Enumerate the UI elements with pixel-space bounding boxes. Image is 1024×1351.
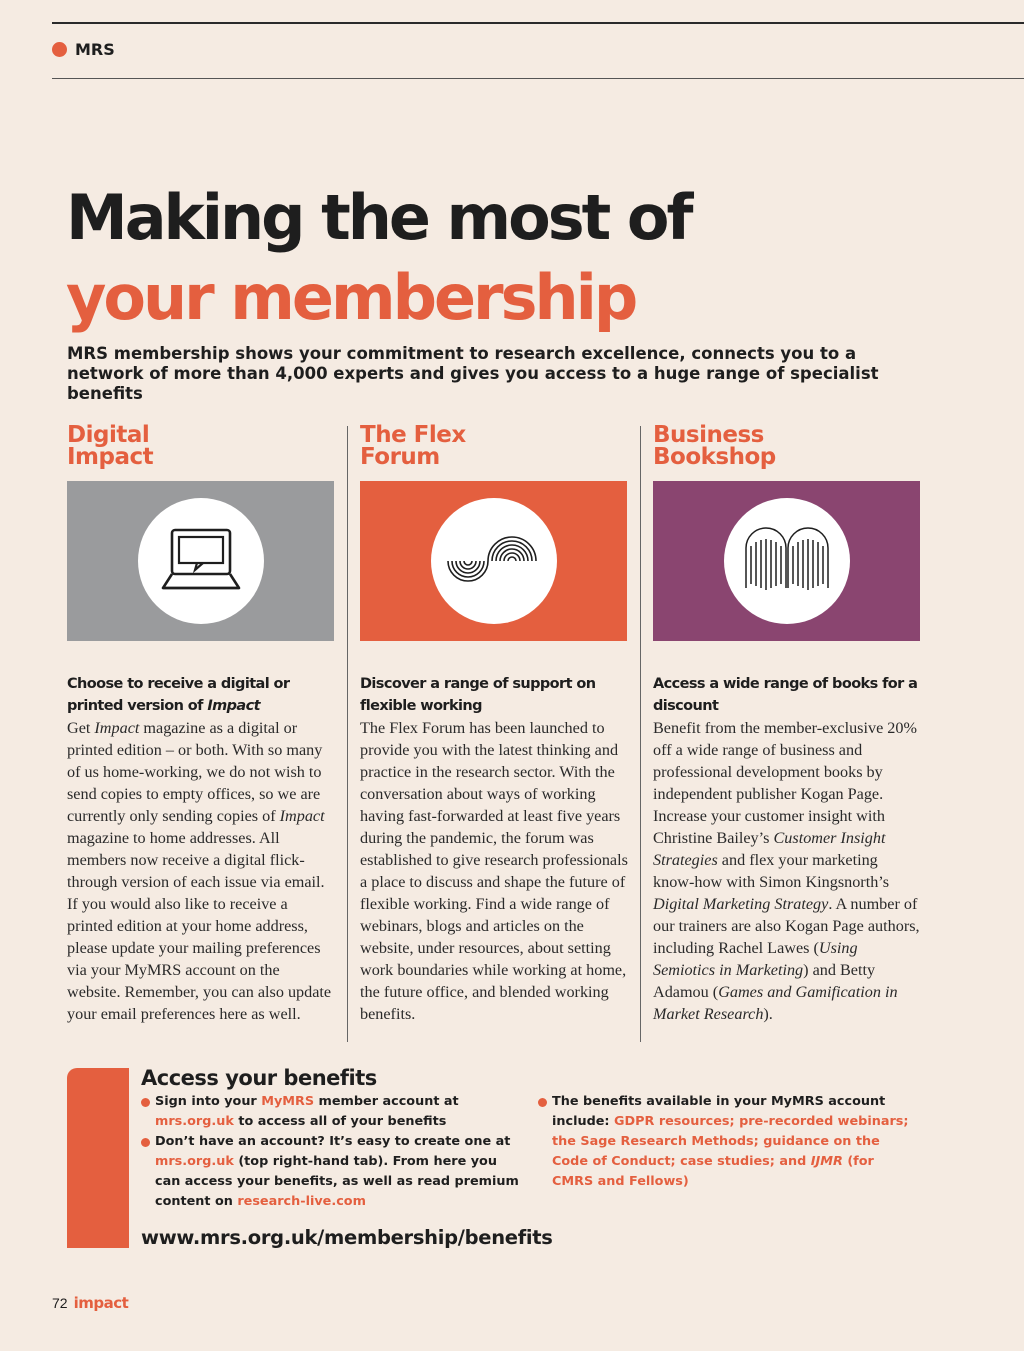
icon-circle (431, 498, 557, 624)
list-item (141, 1092, 521, 1132)
mrs-link[interactable]: mrs.org.uk (155, 1114, 234, 1129)
icon-circle (724, 498, 850, 624)
body-italic: Digital Marketing Strategy (653, 895, 829, 913)
body-italic: Games and Gamification in Market Research (653, 983, 898, 1023)
list-text: Don’t have an account? It’s easy to create one at (155, 1134, 511, 1149)
benefits-list-left (141, 1092, 521, 1212)
column-flex-forum (360, 424, 628, 1025)
title-line-1: Making the most of (66, 181, 691, 254)
benefits-details: (for CMRS and Fellows) (552, 1154, 874, 1189)
column-heading-line: Business (653, 422, 764, 448)
benefits-list-right (538, 1092, 918, 1192)
title-line-2: your membership (66, 261, 636, 334)
column-body (67, 717, 335, 1025)
laptop-chat-icon (160, 526, 242, 596)
icon-circle (138, 498, 264, 624)
list-text: member account at (314, 1094, 459, 1109)
benefits-accent-bar (67, 1068, 129, 1248)
image-panel (653, 481, 920, 641)
header-rule (52, 78, 1024, 79)
column-heading-line: The Flex (360, 422, 466, 448)
column-subheading (67, 673, 335, 717)
body-text: Get (67, 719, 95, 737)
body-text: magazine as a digital or printed edition – or both. With so many of us home-working, we do not wish to send copies to empty offices, so we are currently only sending copies of (67, 719, 323, 825)
subheading-text: Choose to receive a digital or printed version of (67, 676, 290, 714)
body-text: and flex your marketing know-how with Simon Kingsnorth’s (653, 851, 890, 891)
body-italic: Using Semiotics in Marketing (653, 939, 858, 979)
section-tag (52, 40, 115, 59)
list-text: The benefits available in your MyMRS account include: (552, 1094, 886, 1129)
body-italic: Customer Insight Strategies (653, 829, 886, 869)
section-label: MRS (75, 40, 115, 59)
subheading-italic: Impact (207, 698, 260, 714)
column-divider (347, 426, 348, 1042)
body-italic: Impact (94, 719, 140, 737)
body-text: The Flex Forum has been launched to provide you with the latest thinking and practice in the research sector. With the conversation about ways of working having fast-forwarded at least five years during the pandemic, the forum was established to give research professionals a place to discuss and shape the future of flexible working. Find a wide range of webinars, blogs and articles on the website, under resources, about setting work boundaries while working at home, the future office, and blended working benefits. (360, 719, 628, 1023)
column-subheading (653, 673, 921, 717)
benefits-url[interactable]: www.mrs.org.uk/membership/benefits (141, 1226, 553, 1249)
image-panel (67, 481, 334, 641)
column-heading-line: Impact (67, 444, 154, 470)
column-heading-line: Forum (360, 444, 440, 470)
list-item (538, 1092, 918, 1192)
section-dot-icon (52, 42, 67, 57)
magazine-name: impact (73, 1294, 129, 1312)
column-heading (653, 424, 921, 481)
list-text: to access all of your benefits (233, 1114, 447, 1129)
ijmr-text: IJMR (810, 1154, 843, 1169)
top-rule (52, 22, 1024, 24)
intro-text: MRS membership shows your commitment to research excellence, connects you to a network of more than 4,000 experts and gives you access to a huge range of specialist benefits (67, 344, 879, 403)
body-text: ). (763, 1005, 773, 1023)
list-text: Sign into your (155, 1094, 262, 1109)
benefits-title: Access your benefits (141, 1066, 377, 1090)
research-live-link[interactable]: research-live.com (237, 1194, 366, 1209)
column-heading-line: Bookshop (653, 444, 776, 470)
mrs-link[interactable]: mrs.org.uk (155, 1154, 234, 1169)
image-panel (360, 481, 627, 641)
body-text: . A number of our trainers are also Kogan Page authors, including Rachel Lawes ( (653, 895, 920, 957)
body-italic: Impact (279, 807, 325, 825)
page-title (66, 178, 690, 338)
column-subheading (360, 673, 628, 717)
column-heading (67, 424, 335, 481)
column-digital-impact (67, 424, 335, 1025)
body-text: Benefit from the member-exclusive 20% off a wide range of business and professional development books by independent publisher Kogan Page. Increase your customer insight with Christine Bailey’s (653, 719, 917, 847)
column-heading-line: Digital (67, 422, 150, 448)
page-footer (52, 1294, 128, 1312)
subheading-text: Discover a range of support on flexible working (360, 676, 596, 714)
page-number: 72 (52, 1295, 68, 1311)
column-body (360, 717, 628, 1025)
mymrs-text: MyMRS (261, 1094, 315, 1109)
list-text: (top right-hand tab). From here you can access your benefits, as well as read premium content on (155, 1154, 519, 1209)
list-item (141, 1132, 521, 1212)
open-book-icon (742, 526, 832, 596)
column-heading (360, 424, 628, 481)
subheading-text: Access a wide range of books for a discount (653, 676, 918, 714)
column-business-bookshop (653, 424, 921, 1025)
column-body (653, 717, 921, 1025)
body-text: ) and Betty Adamou ( (653, 961, 876, 1001)
flex-waves-icon (444, 531, 544, 591)
column-divider (640, 426, 641, 1042)
benefits-details: GDPR resources; pre-recorded webinars; the Sage Research Methods; guidance on the Code of Conduct; case studies; and (552, 1114, 909, 1169)
body-text: magazine to home addresses. All members now receive a digital flick-through version of each issue via email. If you would also like to receive a printed edition at your home address, please update your mailing preferences via your MyMRS account on the website. Remember, you can also update your email preferences here as well. (67, 829, 332, 1023)
